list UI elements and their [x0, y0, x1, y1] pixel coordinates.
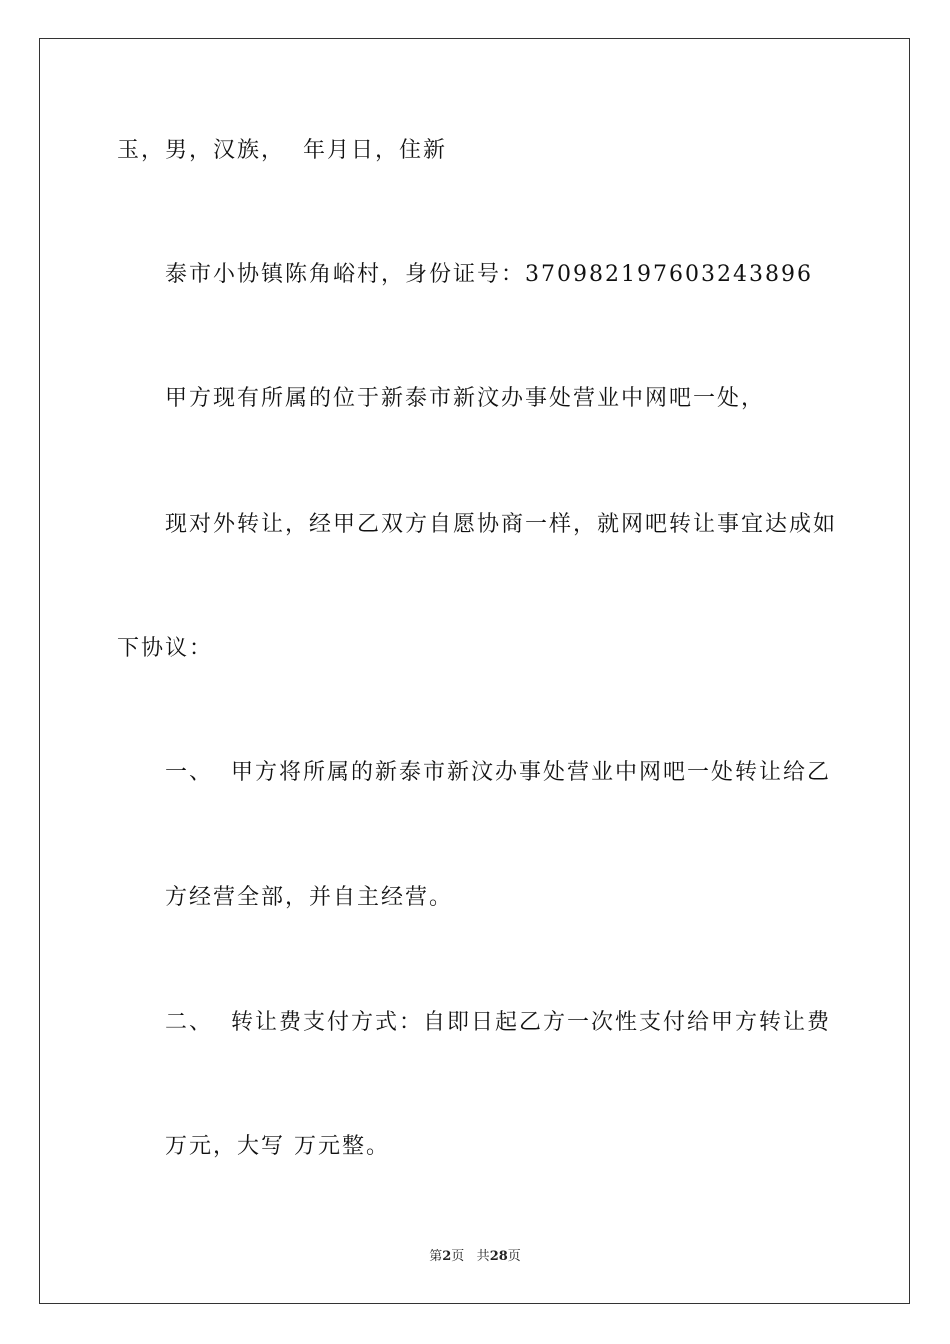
body-line-5: 下协议： [117, 636, 214, 661]
body-line-4: 现对外转让，经甲乙双方自愿协商一样，就网吧转让事宜达成如 [165, 512, 838, 537]
body-line-6: 一、 甲方将所属的新泰市新汶办事处营业中网吧一处转让给乙 [165, 760, 831, 785]
footer-total-prefix: 共 [476, 1249, 490, 1264]
body-line-2: 泰市小协镇陈角峪村，身份证号：370982197603243896 [165, 262, 813, 287]
page-border [39, 38, 910, 1304]
body-line-9: 万元，大写 万元整。 [165, 1134, 390, 1159]
footer-total-pages: 28 [489, 1249, 508, 1264]
footer-page-suffix: 页 [451, 1249, 465, 1264]
page-footer [0, 1248, 950, 1266]
body-line-8: 二、 转让费支付方式：自即日起乙方一次性支付给甲方转让费 [165, 1010, 831, 1035]
body-line-3: 甲方现有所属的位于新泰市新汶办事处营业中网吧一处， [165, 386, 766, 411]
body-line-1: 玉，男，汉族， 年月日，住新 [117, 138, 447, 163]
body-line-7: 方经营全部，并自主经营。 [165, 885, 454, 910]
footer-total-suffix: 页 [507, 1249, 521, 1264]
footer-page-number: 2 [442, 1249, 452, 1264]
footer-page-prefix: 第 [429, 1249, 443, 1264]
